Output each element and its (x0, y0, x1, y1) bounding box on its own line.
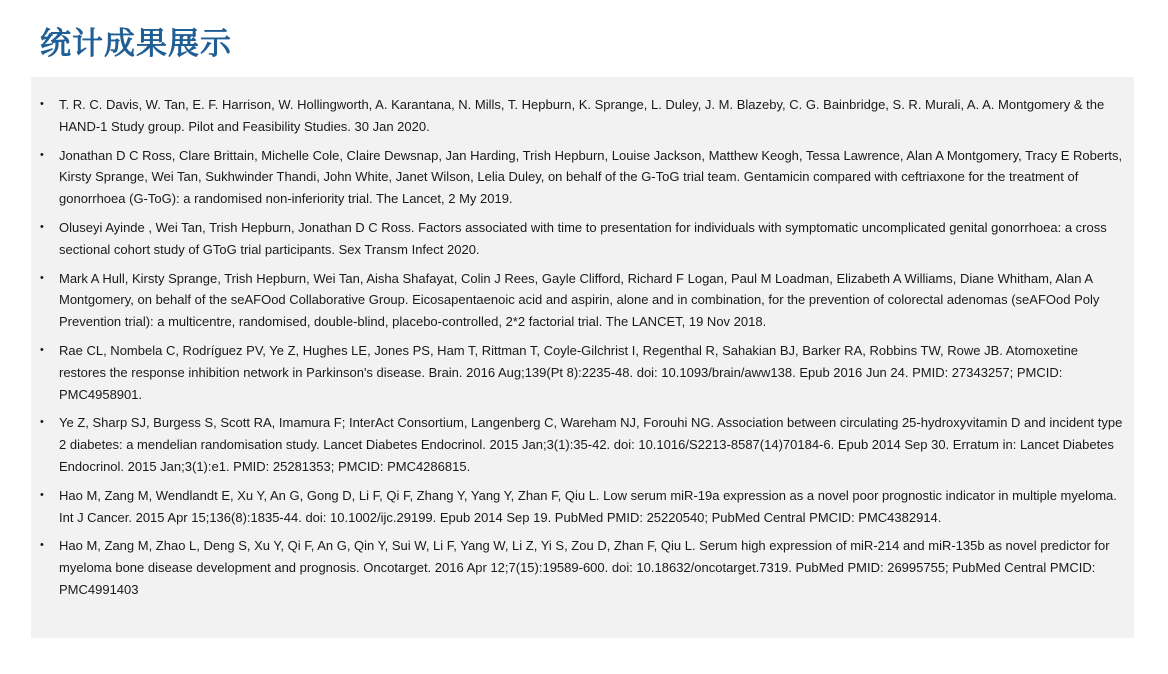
page-title: 统计成果展示 (40, 26, 232, 62)
publication-text: Hao M, Zang M, Wendlandt E, Xu Y, An G, Gong D, Li F, Qi F, Zhang Y, Yang Y, Zhan F, Qiu L. Low serum miR-19a expression as a novel poor prognostic indicator in multiple myeloma. Int J Cancer. 2015 Apr 15;136(8):1835-44. doi: 10.1002/ijc.29199. Epub 2014 Sep 19. PubMed PMID: 25220540; PubMed Central PMCID: PMC4382914. (59, 487, 1117, 525)
publication-text: Mark A Hull, Kirsty Sprange, Trish Hepburn, Wei Tan, Aisha Shafayat, Colin J Rees, Gayle Clifford, Richard F Logan, Paul M Loadman, Elizabeth A Williams, Diane Whitham, Alan A Montgomery, on behalf of the seAFOod Collaborative Group. Eicosapentaenoic acid and aspirin, alone and in combination, for the prevention of colorectal adenomas (seAFOod Poly Prevention trial): a multicentre, randomised, double-blind, placebo-controlled, 2*2 factorial trial. The LANCET, 19 Nov 2018. (59, 270, 1100, 330)
bullet-icon: • (40, 271, 44, 284)
publication-item (31, 145, 1126, 210)
bullet-icon: • (40, 148, 44, 161)
bullet-icon: • (40, 488, 44, 501)
publication-text: Oluseyi Ayinde , Wei Tan, Trish Hepburn, Jonathan D C Ross. Factors associated with time to presentation for individuals with symptomatic uncomplicated genital gonorrhoea: a cross sectional cohort study of GToG trial participants. Sex Transm Infect 2020. (59, 219, 1107, 257)
bullet-icon: • (40, 416, 44, 429)
publication-text: Rae CL, Nombela C, Rodríguez PV, Ye Z, Hughes LE, Jones PS, Ham T, Rittman T, Coyle-Gilchrist I, Regenthal R, Sahakian BJ, Barker RA, Robbins TW, Rowe JB. Atomoxetine restores the response inhibition network in Parkinson's disease. Brain. 2016 Aug;139(Pt 8):2235-48. doi: 10.1093/brain/aww138. Epub 2016 Jun 24. PMID: 27343257; PMCID: PMC4958901. (59, 342, 1079, 402)
bullet-icon: • (40, 539, 44, 552)
publication-item (31, 217, 1126, 261)
bullet-icon: • (40, 343, 44, 356)
publications-panel (31, 77, 1134, 638)
publication-item (31, 412, 1126, 477)
publication-item (31, 535, 1126, 600)
publication-item (31, 340, 1126, 405)
publication-text: T. R. C. Davis, W. Tan, E. F. Harrison, W. Hollingworth, A. Karantana, N. Mills, T. Hepburn, K. Sprange, L. Duley, J. M. Blazeby, C. G. Bainbridge, S. R. Murali, A. A. Montgomery & the HAND-1 Study group. Pilot and Feasibility Studies. 30 Jan 2020. (59, 97, 1105, 134)
publication-item (31, 485, 1126, 529)
publication-text: Hao M, Zang M, Zhao L, Deng S, Xu Y, Qi F, An G, Qin Y, Sui W, Li F, Yang W, Li Z, Yi S, Zou D, Zhan F, Qiu L. Serum high expression of miR-214 and miR-135b as novel predictor for myeloma bone disease development and prognosis. Oncotarget. 2016 Apr 12;7(15):19589-600. doi: 10.18632/oncotarget.7319. PubMed PMID: 26995755; PubMed Central PMCID: PMC4991403 (59, 538, 1110, 597)
publication-item (31, 268, 1126, 333)
publication-text: Jonathan D C Ross, Clare Brittain, Michelle Cole, Claire Dewsnap, Jan Harding, Trish Hepburn, Louise Jackson, Matthew Keogh, Tessa Lawrence, Alan A Montgomery, Tracy E Roberts, Kirsty Sprange, Wei Tan, Sukhwinder Thandi, John White, Janet Wilson, Lelia Duley, on behalf of the G-ToG trial team. Gentamicin compared with ceftriaxone for the treatment of gonorrhoea (G-ToG): a randomised non-inferiority trial. The Lancet, 2 My 2019. (59, 147, 1123, 207)
bullet-icon: • (40, 98, 44, 110)
publication-text: Ye Z, Sharp SJ, Burgess S, Scott RA, Imamura F; InterAct Consortium, Langenberg C, Wareham NJ, Forouhi NG. Association between circulating 25-hydroxyvitamin D and incident type 2 diabetes: a mendelian randomisation study. Lancet Diabetes Endocrinol. 2015 Jan;3(1):35-42. doi: 10.1016/S2213-8587(14)70184-6. Epub 2014 Sep 30. Erratum in: Lancet Diabetes Endocrinol. 2015 Jan;3(1):e1. PMID: 25281353; PMCID: PMC4286815. (59, 415, 1123, 474)
bullet-icon: • (40, 220, 44, 233)
publications-list (31, 94, 1126, 601)
publication-item (31, 94, 1126, 138)
